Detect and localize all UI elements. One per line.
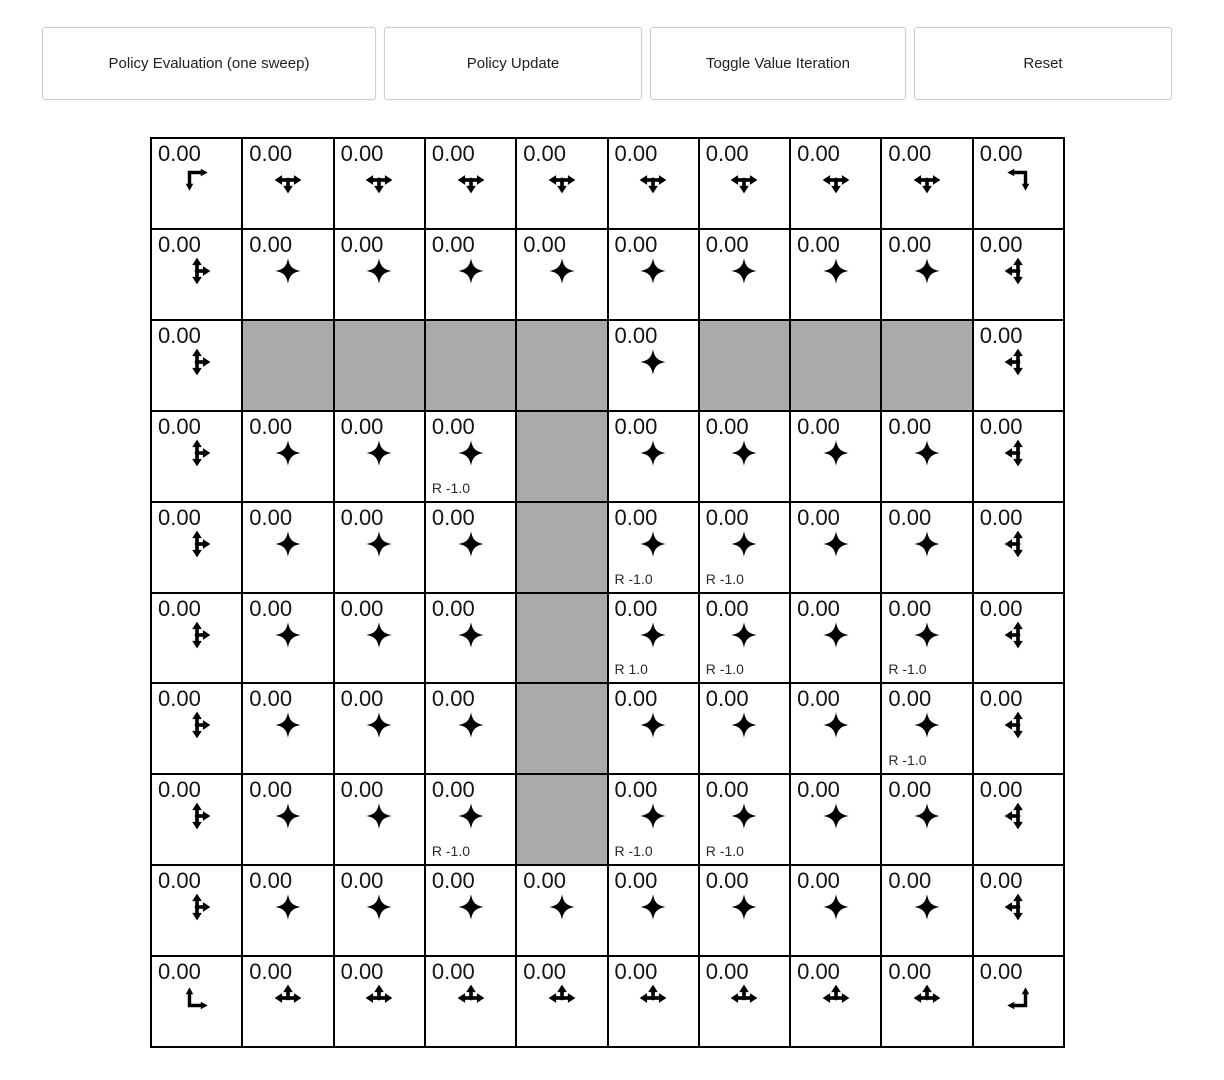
grid-cell-r7-c0[interactable] xyxy=(151,774,242,865)
grid-cell-r7-c5[interactable] xyxy=(608,774,699,865)
wall-cell-r3-c4[interactable] xyxy=(516,411,607,502)
wall-cell-r2-c4[interactable] xyxy=(516,320,607,411)
grid-cell-r6-c7[interactable] xyxy=(790,683,881,774)
arrows-all-directions-icon xyxy=(547,892,577,922)
cell-value: 0.00 xyxy=(979,504,1023,530)
cell-value: 0.00 xyxy=(888,686,932,712)
cell-value: 0.00 xyxy=(158,413,201,439)
grid-cell-r9-c4[interactable] xyxy=(516,956,607,1047)
arrows-all-directions-icon xyxy=(364,710,394,740)
grid-cell-r8-c5[interactable] xyxy=(608,865,699,956)
cell-value: 0.00 xyxy=(888,595,932,621)
grid-cell-r8-c2[interactable] xyxy=(334,865,425,956)
cell-value: 0.00 xyxy=(797,868,840,894)
grid-cell-r6-c1[interactable] xyxy=(242,683,333,774)
cell-value: 0.00 xyxy=(158,868,201,894)
cell-reward-label: R -1.0 xyxy=(431,479,471,496)
cell-value: 0.00 xyxy=(705,504,749,530)
grid-cell-r0-c5[interactable] xyxy=(608,138,699,229)
arrows-up-down-right-icon xyxy=(182,256,212,286)
grid-cell-r3-c6[interactable] xyxy=(699,411,790,502)
arrows-all-directions-icon xyxy=(638,620,668,650)
cell-value: 0.00 xyxy=(705,868,749,894)
cell-value: 0.00 xyxy=(797,959,840,985)
elbow-down-left-icon xyxy=(1003,165,1033,195)
arrows-all-directions-icon xyxy=(638,710,668,740)
cell-value: 0.00 xyxy=(158,959,201,985)
cell-value: 0.00 xyxy=(431,868,475,894)
arrows-all-directions-icon xyxy=(912,801,942,831)
arrows-all-directions-icon xyxy=(729,710,759,740)
cell-value: 0.00 xyxy=(158,141,201,166)
cell-value: 0.00 xyxy=(797,141,840,166)
arrows-up-down-right-icon xyxy=(182,710,212,740)
cell-value: 0.00 xyxy=(705,413,749,439)
grid-cell-r1-c0[interactable] xyxy=(151,229,242,320)
arrows-all-directions-icon xyxy=(364,256,394,286)
toolbar xyxy=(42,27,1172,100)
arrows-all-directions-icon xyxy=(821,529,851,559)
cell-value: 0.00 xyxy=(614,777,658,803)
cell-value: 0.00 xyxy=(705,959,749,985)
cell-value: 0.00 xyxy=(158,595,201,621)
grid-cell-r9-c3[interactable] xyxy=(425,956,516,1047)
arrows-all-directions-icon xyxy=(729,892,759,922)
cell-value: 0.00 xyxy=(158,504,201,530)
cell-reward-label: R -1.0 xyxy=(888,752,927,769)
cell-value: 0.00 xyxy=(340,686,384,712)
grid-cell-r2-c0[interactable] xyxy=(151,320,242,411)
grid-cell-r5-c2[interactable] xyxy=(334,593,425,684)
elbow-down-right-icon xyxy=(182,165,212,195)
grid-cell-r0-c6[interactable] xyxy=(699,138,790,229)
grid-cell-r5-c0[interactable] xyxy=(151,593,242,684)
grid-cell-r7-c3[interactable] xyxy=(425,774,516,865)
cell-value: 0.00 xyxy=(431,777,475,803)
grid-cell-r3-c0[interactable] xyxy=(151,411,242,502)
wall-cell-r7-c4[interactable] xyxy=(516,774,607,865)
arrows-left-right-up-icon xyxy=(273,983,303,1013)
grid-cell-r4-c5[interactable] xyxy=(608,502,699,593)
arrows-up-down-right-icon xyxy=(182,438,212,468)
arrows-all-directions-icon xyxy=(456,892,486,922)
arrows-up-down-right-icon xyxy=(182,347,212,377)
cell-value: 0.00 xyxy=(340,231,384,257)
grid-cell-r3-c5[interactable] xyxy=(608,411,699,502)
grid-cell-r4-c1[interactable] xyxy=(242,502,333,593)
grid-cell-r1-c7[interactable] xyxy=(790,229,881,320)
cell-value: 0.00 xyxy=(249,413,293,439)
grid-cell-r4-c8[interactable] xyxy=(881,502,972,593)
elbow-up-right-icon xyxy=(182,983,212,1013)
grid-cell-r5-c5[interactable] xyxy=(608,593,699,684)
arrows-up-down-right-icon xyxy=(182,620,212,650)
cell-value: 0.00 xyxy=(979,868,1023,894)
grid-cell-r5-c9[interactable] xyxy=(973,593,1064,684)
arrows-up-down-left-icon xyxy=(1003,347,1033,377)
arrows-all-directions-icon xyxy=(364,620,394,650)
cell-value: 0.00 xyxy=(523,141,567,166)
arrows-all-directions-icon xyxy=(638,347,668,377)
grid-cell-r8-c4[interactable] xyxy=(516,865,607,956)
wall-cell-r2-c3[interactable] xyxy=(425,320,516,411)
cell-value: 0.00 xyxy=(614,413,658,439)
grid-cell-r5-c6[interactable] xyxy=(699,593,790,684)
grid-cell-r0-c8[interactable] xyxy=(881,138,972,229)
wall-cell-r2-c8[interactable] xyxy=(881,320,972,411)
grid-cell-r4-c7[interactable] xyxy=(790,502,881,593)
wall-cell-r5-c4[interactable] xyxy=(516,593,607,684)
arrows-all-directions-icon xyxy=(364,529,394,559)
cell-value: 0.00 xyxy=(340,141,384,166)
grid-cell-r9-c2[interactable] xyxy=(334,956,425,1047)
arrows-up-down-left-icon xyxy=(1003,529,1033,559)
cell-value: 0.00 xyxy=(614,959,658,985)
cell-value: 0.00 xyxy=(158,686,201,712)
cell-value: 0.00 xyxy=(523,231,567,257)
arrows-all-directions-icon xyxy=(729,801,759,831)
cell-value: 0.00 xyxy=(614,868,658,894)
cell-value: 0.00 xyxy=(340,868,384,894)
cell-value: 0.00 xyxy=(705,777,749,803)
grid-cell-r6-c6[interactable] xyxy=(699,683,790,774)
arrows-all-directions-icon xyxy=(821,710,851,740)
cell-value: 0.00 xyxy=(340,413,384,439)
grid-cell-r0-c0[interactable] xyxy=(151,138,242,229)
grid-cell-r8-c6[interactable] xyxy=(699,865,790,956)
arrows-all-directions-icon xyxy=(638,892,668,922)
arrows-all-directions-icon xyxy=(364,892,394,922)
cell-reward-label: R 1.0 xyxy=(614,661,648,678)
grid-cell-r4-c6[interactable] xyxy=(699,502,790,593)
grid-cell-r1-c8[interactable] xyxy=(881,229,972,320)
cell-value: 0.00 xyxy=(979,777,1023,803)
grid-cell-r0-c3[interactable] xyxy=(425,138,516,229)
grid-cell-r0-c7[interactable] xyxy=(790,138,881,229)
cell-value: 0.00 xyxy=(249,231,293,257)
wall-cell-r2-c1[interactable] xyxy=(242,320,333,411)
cell-reward-label: R -1.0 xyxy=(614,843,653,860)
gridworld-grid xyxy=(150,137,1065,1048)
grid-cell-r1-c4[interactable] xyxy=(516,229,607,320)
cell-value: 0.00 xyxy=(158,322,201,348)
arrows-all-directions-icon xyxy=(821,801,851,831)
grid-cell-r3-c8[interactable] xyxy=(881,411,972,502)
grid-cell-r4-c0[interactable] xyxy=(151,502,242,593)
arrows-left-right-down-icon xyxy=(912,165,942,195)
wall-cell-r6-c4[interactable] xyxy=(516,683,607,774)
arrows-all-directions-icon xyxy=(729,438,759,468)
arrows-left-right-up-icon xyxy=(638,983,668,1013)
grid-cell-r2-c5[interactable] xyxy=(608,320,699,411)
wall-cell-r2-c7[interactable] xyxy=(790,320,881,411)
cell-reward-label: R -1.0 xyxy=(888,661,927,678)
arrows-all-directions-icon xyxy=(273,529,303,559)
grid-cell-r7-c7[interactable] xyxy=(790,774,881,865)
cell-value: 0.00 xyxy=(249,141,293,166)
cell-value: 0.00 xyxy=(340,777,384,803)
cell-value: 0.00 xyxy=(797,777,840,803)
arrows-all-directions-icon xyxy=(273,256,303,286)
cell-value: 0.00 xyxy=(249,504,293,530)
arrows-up-down-left-icon xyxy=(1003,801,1033,831)
grid-cell-r3-c7[interactable] xyxy=(790,411,881,502)
cell-value: 0.00 xyxy=(523,959,567,985)
grid-cell-r0-c1[interactable] xyxy=(242,138,333,229)
cell-value: 0.00 xyxy=(249,777,293,803)
grid-cell-r6-c5[interactable] xyxy=(608,683,699,774)
arrows-all-directions-icon xyxy=(456,256,486,286)
wall-cell-r2-c2[interactable] xyxy=(334,320,425,411)
arrows-up-down-left-icon xyxy=(1003,256,1033,286)
arrows-left-right-down-icon xyxy=(364,165,394,195)
elbow-up-left-icon xyxy=(1003,983,1033,1013)
grid-cell-r9-c6[interactable] xyxy=(699,956,790,1047)
grid-cell-r5-c3[interactable] xyxy=(425,593,516,684)
cell-value: 0.00 xyxy=(705,595,749,621)
toggle-value-iteration-button[interactable]: Toggle Value Iteration xyxy=(650,27,906,100)
arrows-all-directions-icon xyxy=(912,438,942,468)
cell-value: 0.00 xyxy=(340,504,384,530)
grid-cell-r2-c9[interactable] xyxy=(973,320,1064,411)
grid-cell-r3-c2[interactable] xyxy=(334,411,425,502)
wall-cell-r2-c6[interactable] xyxy=(699,320,790,411)
cell-value: 0.00 xyxy=(888,777,932,803)
grid-cell-r4-c9[interactable] xyxy=(973,502,1064,593)
wall-cell-r4-c4[interactable] xyxy=(516,502,607,593)
arrows-all-directions-icon xyxy=(273,801,303,831)
grid-cell-r9-c0[interactable] xyxy=(151,956,242,1047)
cell-reward-label: R -1.0 xyxy=(705,661,744,678)
cell-value: 0.00 xyxy=(979,595,1023,621)
grid-cell-r3-c1[interactable] xyxy=(242,411,333,502)
grid-cell-r6-c2[interactable] xyxy=(334,683,425,774)
arrows-all-directions-icon xyxy=(456,620,486,650)
arrows-all-directions-icon xyxy=(821,620,851,650)
cell-reward-label: R -1.0 xyxy=(705,570,744,587)
cell-value: 0.00 xyxy=(431,413,475,439)
arrows-left-right-down-icon xyxy=(821,165,851,195)
grid-cell-r7-c9[interactable] xyxy=(973,774,1064,865)
cell-value: 0.00 xyxy=(431,504,475,530)
grid-cell-r0-c2[interactable] xyxy=(334,138,425,229)
arrows-up-down-right-icon xyxy=(182,892,212,922)
grid-cell-r6-c0[interactable] xyxy=(151,683,242,774)
arrows-all-directions-icon xyxy=(638,256,668,286)
grid-cell-r9-c1[interactable] xyxy=(242,956,333,1047)
cell-value: 0.00 xyxy=(979,413,1023,439)
arrows-left-right-up-icon xyxy=(729,983,759,1013)
arrows-all-directions-icon xyxy=(821,892,851,922)
arrows-all-directions-icon xyxy=(638,529,668,559)
grid-cell-r5-c7[interactable] xyxy=(790,593,881,684)
cell-value: 0.00 xyxy=(979,686,1023,712)
cell-value: 0.00 xyxy=(705,231,749,257)
cell-value: 0.00 xyxy=(888,413,932,439)
cell-value: 0.00 xyxy=(797,413,840,439)
grid-cell-r8-c7[interactable] xyxy=(790,865,881,956)
cell-value: 0.00 xyxy=(614,504,658,530)
arrows-left-right-up-icon xyxy=(547,983,577,1013)
arrows-left-right-up-icon xyxy=(456,983,486,1013)
cell-reward-label: R -1.0 xyxy=(705,843,744,860)
grid-cell-r8-c0[interactable] xyxy=(151,865,242,956)
cell-value: 0.00 xyxy=(888,141,932,166)
arrows-all-directions-icon xyxy=(456,438,486,468)
arrows-all-directions-icon xyxy=(638,438,668,468)
arrows-all-directions-icon xyxy=(729,620,759,650)
grid-cell-r9-c5[interactable] xyxy=(608,956,699,1047)
arrows-all-directions-icon xyxy=(729,256,759,286)
arrows-all-directions-icon xyxy=(273,438,303,468)
arrows-left-right-up-icon xyxy=(821,983,851,1013)
grid-cell-r7-c1[interactable] xyxy=(242,774,333,865)
arrows-all-directions-icon xyxy=(273,620,303,650)
cell-reward-label: R -1.0 xyxy=(431,843,471,860)
grid-cell-r7-c8[interactable] xyxy=(881,774,972,865)
arrows-up-down-left-icon xyxy=(1003,620,1033,650)
arrows-all-directions-icon xyxy=(912,620,942,650)
grid-cell-r6-c3[interactable] xyxy=(425,683,516,774)
arrows-all-directions-icon xyxy=(729,529,759,559)
cell-value: 0.00 xyxy=(340,595,384,621)
grid-cell-r1-c5[interactable] xyxy=(608,229,699,320)
cell-value: 0.00 xyxy=(431,141,475,166)
grid-cell-r0-c4[interactable] xyxy=(516,138,607,229)
grid-cell-r1-c1[interactable] xyxy=(242,229,333,320)
grid-cell-r8-c1[interactable] xyxy=(242,865,333,956)
grid-cell-r8-c3[interactable] xyxy=(425,865,516,956)
cell-value: 0.00 xyxy=(979,141,1023,166)
grid-cell-r5-c1[interactable] xyxy=(242,593,333,684)
cell-value: 0.00 xyxy=(249,868,293,894)
arrows-left-right-down-icon xyxy=(638,165,668,195)
arrows-all-directions-icon xyxy=(364,801,394,831)
cell-reward-label: R -1.0 xyxy=(614,570,653,587)
grid-cell-r7-c2[interactable] xyxy=(334,774,425,865)
arrows-all-directions-icon xyxy=(364,438,394,468)
grid-cell-r6-c9[interactable] xyxy=(973,683,1064,774)
arrows-left-right-down-icon xyxy=(456,165,486,195)
cell-value: 0.00 xyxy=(340,959,384,985)
grid-cell-r7-c6[interactable] xyxy=(699,774,790,865)
arrows-up-down-right-icon xyxy=(182,529,212,559)
cell-value: 0.00 xyxy=(888,231,932,257)
arrows-left-right-up-icon xyxy=(364,983,394,1013)
policy-update-button[interactable]: Policy Update xyxy=(384,27,642,100)
cell-value: 0.00 xyxy=(888,868,932,894)
cell-value: 0.00 xyxy=(979,231,1023,257)
grid-cell-r4-c3[interactable] xyxy=(425,502,516,593)
cell-value: 0.00 xyxy=(523,868,567,894)
grid-cell-r8-c8[interactable] xyxy=(881,865,972,956)
cell-value: 0.00 xyxy=(431,686,475,712)
policy-evaluation-button[interactable]: Policy Evaluation (one sweep) xyxy=(42,27,376,100)
grid-cell-r6-c8[interactable] xyxy=(881,683,972,774)
grid-cell-r1-c2[interactable] xyxy=(334,229,425,320)
reset-button[interactable]: Reset xyxy=(914,27,1172,100)
grid-cell-r0-c9[interactable] xyxy=(973,138,1064,229)
cell-value: 0.00 xyxy=(249,686,293,712)
cell-value: 0.00 xyxy=(797,504,840,530)
grid-cell-r9-c7[interactable] xyxy=(790,956,881,1047)
grid-cell-r3-c3[interactable] xyxy=(425,411,516,502)
cell-value: 0.00 xyxy=(705,686,749,712)
cell-value: 0.00 xyxy=(158,231,201,257)
cell-value: 0.00 xyxy=(979,959,1023,985)
cell-value: 0.00 xyxy=(888,959,932,985)
arrows-left-right-down-icon xyxy=(547,165,577,195)
arrows-all-directions-icon xyxy=(456,801,486,831)
cell-value: 0.00 xyxy=(979,322,1023,348)
grid-cell-r9-c9[interactable] xyxy=(973,956,1064,1047)
arrows-all-directions-icon xyxy=(912,710,942,740)
cell-value: 0.00 xyxy=(431,231,475,257)
cell-value: 0.00 xyxy=(705,141,749,166)
cell-value: 0.00 xyxy=(249,595,293,621)
arrows-left-right-down-icon xyxy=(729,165,759,195)
grid-cell-r8-c9[interactable] xyxy=(973,865,1064,956)
arrows-all-directions-icon xyxy=(547,256,577,286)
arrows-left-right-up-icon xyxy=(912,983,942,1013)
grid-cell-r1-c3[interactable] xyxy=(425,229,516,320)
cell-value: 0.00 xyxy=(614,322,658,348)
arrows-all-directions-icon xyxy=(912,892,942,922)
cell-value: 0.00 xyxy=(431,959,475,985)
grid-cell-r4-c2[interactable] xyxy=(334,502,425,593)
arrows-all-directions-icon xyxy=(456,529,486,559)
cell-value: 0.00 xyxy=(797,686,840,712)
cell-value: 0.00 xyxy=(614,686,658,712)
arrows-up-down-left-icon xyxy=(1003,438,1033,468)
arrows-all-directions-icon xyxy=(821,438,851,468)
cell-value: 0.00 xyxy=(797,231,840,257)
arrows-all-directions-icon xyxy=(638,801,668,831)
arrows-left-right-down-icon xyxy=(273,165,303,195)
arrows-all-directions-icon xyxy=(456,710,486,740)
arrows-all-directions-icon xyxy=(273,892,303,922)
grid-cell-r9-c8[interactable] xyxy=(881,956,972,1047)
arrows-all-directions-icon xyxy=(273,710,303,740)
arrows-up-down-left-icon xyxy=(1003,892,1033,922)
arrows-all-directions-icon xyxy=(912,529,942,559)
grid-cell-r1-c9[interactable] xyxy=(973,229,1064,320)
cell-value: 0.00 xyxy=(614,141,658,166)
cell-value: 0.00 xyxy=(797,595,840,621)
cell-value: 0.00 xyxy=(614,231,658,257)
arrows-all-directions-icon xyxy=(821,256,851,286)
grid-cell-r1-c6[interactable] xyxy=(699,229,790,320)
cell-value: 0.00 xyxy=(431,595,475,621)
cell-value: 0.00 xyxy=(158,777,201,803)
grid-cell-r5-c8[interactable] xyxy=(881,593,972,684)
arrows-up-down-right-icon xyxy=(182,801,212,831)
cell-value: 0.00 xyxy=(249,959,293,985)
cell-value: 0.00 xyxy=(888,504,932,530)
grid-cell-r3-c9[interactable] xyxy=(973,411,1064,502)
cell-value: 0.00 xyxy=(614,595,658,621)
arrows-up-down-left-icon xyxy=(1003,710,1033,740)
arrows-all-directions-icon xyxy=(912,256,942,286)
